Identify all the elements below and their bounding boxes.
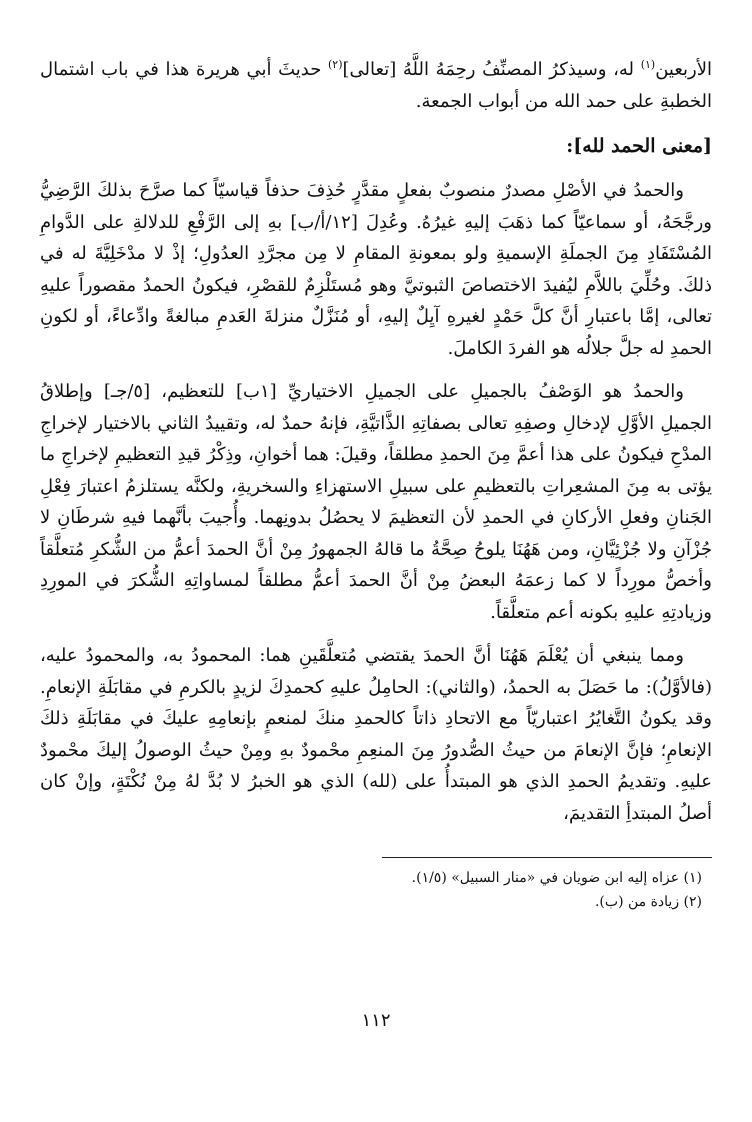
intro-text-1: الأربعين [655, 59, 712, 80]
intro-paragraph [40, 54, 712, 117]
paragraph-3: ومما ينبغي أن يُعْلَمَ هَهُنَا أنَّ الحمدَ يقتضي مُتعلَّقَينِ هما: المحمودُ به، والمحمودُ عليه، (فالأوَّلُ): ما حَصَلَ به الحمدُ، (والثاني): الحامِلُ عليهِ كحمدِكَ لزيدٍ بالكرمِ في مقابَلَةِ الإنعامِ. وقد يكونُ التَّغايُرُ اعتباريّاً مع الاتحادِ ذاتاً كالحمدِ منكَ لمنعمٍ بإنعامِهِ عليكَ في مقابَلَةِ ذلكَ الإنعامِ؛ فإنَّ الإنعامَ من حيثُ الصُّدورُ مِنَ المنعِمِ محْمودٌ بهِ ومِنْ حيثُ الوصولُ إليكَ محْمودٌ عليهِ. وتقديمُ الحمدِ الذي هو المبتدأُ على (لله) الذي هو الخبرُ لا بُدَّ لهُ مِنْ نُكْتَةٍ، وإنْ كان أصلُ المبتدأِ التقديمَ، [40, 645, 712, 824]
footnote-2: (٢) زيادة من (ب). [594, 894, 702, 910]
footnote-1: (١) عزاه إليه ابن ضويان في «منار السبيل» (١/٥). [411, 870, 702, 886]
intro-text-2: له، وسيذكرُ المصنِّفُ رحِمَهُ اللَّهُ [تعالى] [342, 59, 641, 80]
page-body [40, 54, 712, 1082]
page-number: ١١٢ [361, 1010, 391, 1031]
footnote-ref-2[interactable]: (٢) [328, 58, 343, 71]
intro-text-3: حديثَ أبي هريرة هذا في باب اشتمال الخطبةِ على حمد الله من أبواب الجمعة. [40, 59, 712, 112]
paragraph-gap [40, 364, 712, 376]
footnote-divider [382, 857, 712, 858]
paragraph-gap [40, 628, 712, 640]
section-heading: [معنى الحمد لله]: [566, 135, 712, 157]
paragraph-1: والحمدُ في الأصْلِ مصدرٌ منصوبٌ بفعلٍ مقدَّرٍ حُذِفَ حذفاً قياسيّاً كما صرَّحَ بذلكَ الرَّضِيُّ ورجَّحَهُ، أو سماعيّاً كما ذهَبَ إليهِ غيرُهُ. وعُدِلَ [١٢/أ/ب] بهِ إلى الرَّفْعِ للدلالةِ على الدَّوامِ المُسْتَفَادِ مِنَ الجملَةِ الإسميةِ ولو بمعونةِ المقامِ لا مِن مجرَّدِ العدُولِ؛ إذْ لا مدْخَلِيَّةَ له في ذلكَ. وحُلِّيَ باللاَّمِ ليُفيدَ الاختصاصَ الثبوتيَّ وهو مُستَلْزِمٌ للقصْرِ، فيكونُ الحمدُ مقصوراً عليهِ تعالى، إمَّا باعتبارِ أنَّ كلَّ حَمْدٍ لغيرهِ آيِلٌ إليهِ، أو مُنَزَّلٌ منزلةَ العَدمِ مبالغةً وادِّعاءً، أو لكونِ الحمدِ له جلَّ جلالُه هو الفردَ الكاملَ. [40, 180, 712, 359]
footnote-ref-1[interactable]: (١) [640, 58, 656, 71]
paragraph-2: والحمدُ هو الوَصْفُ بالجميلِ على الجميلِ الاختياريِّ [١ب] للتعظيم، [٥/جـ] وإطلاقُ الجميلِ الأوَّلِ لإدخالِ وصفِهِ تعالى بصفاتِهِ الذَّاتيَّةِ، فإنهُ حمدٌ له، وتقييدُ الثاني بالاختيار لإخراجِ المدْحِ فيكونُ على هذا أعمَّ مِنَ الحمدِ مطلقاً، وقيلَ: هما أخوانِ، وذِكْرُ قيدِ التعظيمِ لإخراجِ ما يؤتى به مِنَ المشعِراتِ بالتعظيمِ على سبيلِ الاستهزاءِ والسخريةِ، ولكنَّه يستلزمُ اعتبارَ فِعْلِ الجَنانِ وفعلِ الأركانِ في الحمدِ لأن التعظيمَ لا يحصُلُ بدونِهما. وأُجيبَ بأنَّهما فيهِ شرطَانِ لا جُزْآنِ ولا جُزْئِيَّانِ، ومن هَهُنَا يلوحُ صِحَّةُ ما قالهُ الجمهورُ مِنْ أنَّ الحمدَ أعمُّ من الشُّكرِ مُتعلَّقاً وأخصُّ مورِداً لا كما زعمَهُ البعضُ مِنْ أنَّ الحمدَ أعمُّ مطلقاً لمساواتِهِ الشُّكرَ في المورِدِ وزيادتِهِ عليهِ بكونه أعم متعلَّقاً. [40, 381, 713, 623]
